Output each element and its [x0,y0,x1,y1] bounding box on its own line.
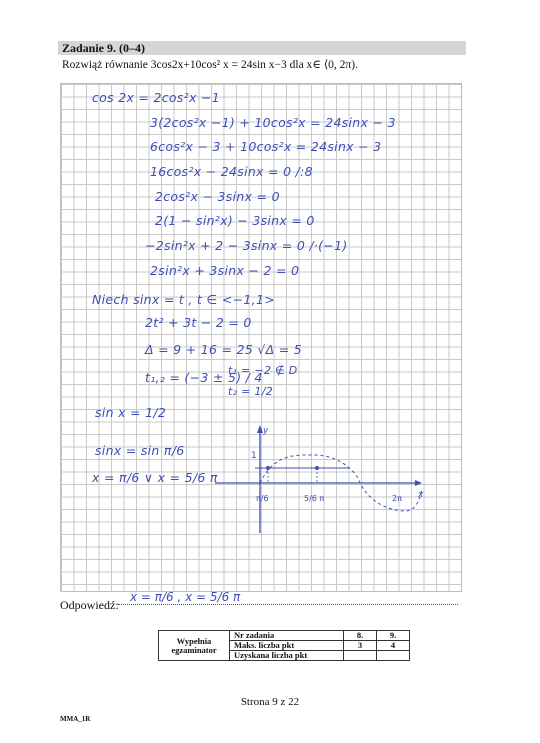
work-line: t₁ = −2 ∉ D [228,364,298,377]
work-line: 2sin²x + 3sinx − 2 = 0 [150,263,300,278]
work-line: sinx = sin π/6 [95,443,185,458]
cell[interactable] [344,651,377,661]
x-tick-label: 2π [392,494,402,503]
cell: 9. [377,631,410,641]
cell[interactable] [377,651,410,661]
answer-value: x = π/6 , x = 5/6 π [130,590,241,604]
work-line: 16cos²x − 24sinx = 0 /:8 [150,164,313,179]
work-line: 6cos²x − 3 + 10cos²x = 24sinx − 3 [150,139,382,154]
work-line: 2(1 − sin²x) − 3sinx = 0 [155,213,315,228]
task-instruction: Rozwiąż równanie 3cos2x+10cos² x = 24sin x−3 dla x∈ ⟨0, 2π). [62,59,358,71]
cell: 4 [377,641,410,651]
work-line: −2sin²x + 2 − 3sinx = 0 /·(−1) [145,238,348,253]
x-tick-label: π/6 [256,494,269,503]
sine-graph [60,83,460,590]
work-line: 2t² + 3t − 2 = 0 [145,315,252,330]
cell: 8. [344,631,377,641]
work-line: Δ = 9 + 16 = 25 √Δ = 5 [145,342,303,357]
work-line: 3(2cos²x −1) + 10cos²x = 24sinx − 3 [150,115,396,130]
work-line: Niech sinx = t , t ∈ <−1,1> [92,292,275,307]
work-line: 2cos²x − 3sinx = 0 [155,189,280,204]
work-line: t₁,₂ = (−3 ± 5) / 4 [145,370,263,385]
row-label: Maks. liczba pkt [230,641,344,651]
task-title: Zadanie 9. (0–4) [62,41,146,55]
x-tick-label: 5/6 π [304,494,325,503]
page-number: Strona 9 z 22 [240,696,300,708]
work-line: cos 2x = 2cos²x −1 [92,90,220,105]
score-table [158,630,410,661]
answer-label: Odpowiedź: [60,598,119,612]
work-line: sin x = 1/2 [95,405,167,420]
y-axis-label: y [263,426,269,436]
answer-line [118,604,458,605]
cell: 3 [344,641,377,651]
examiner-label: Wypełnia egzaminator [159,631,230,661]
row-label: Uzyskana liczba pkt [230,651,344,661]
work-line: t₂ = 1/2 [228,385,274,398]
x-axis-label: x [418,490,424,500]
exam-code: MMA_1R [60,715,91,723]
work-line: x = π/6 ∨ x = 5/6 π [92,470,218,485]
row-label: Nr zadania [230,631,344,641]
x-axis-arrow-icon [415,480,422,486]
y-tick-label: 1 [251,451,257,461]
